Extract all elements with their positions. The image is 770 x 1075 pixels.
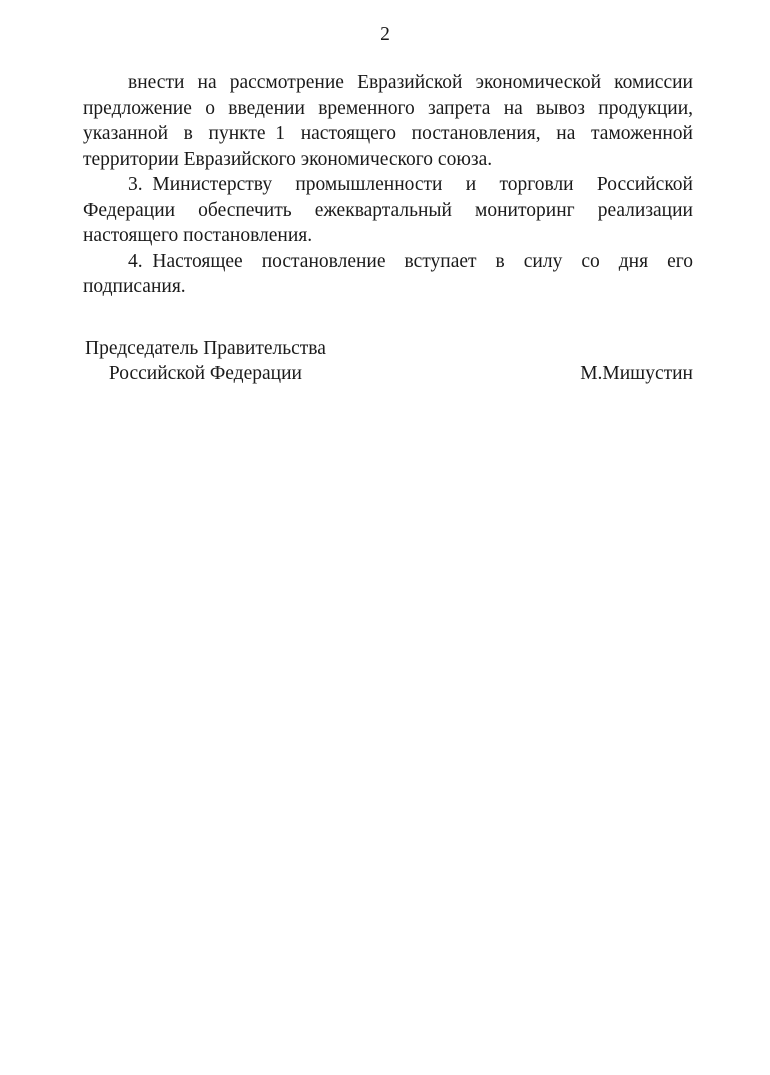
signature-name: М.Мишустин — [580, 362, 693, 384]
signature-title-line: Российской Федерации — [108, 362, 302, 384]
paragraph-item-3 — [83, 172, 693, 248]
body-text-line: 3. Министерству промышленности и торговли Российской — [128, 174, 693, 196]
body-text-line: внести на рассмотрение Евразийской экономической комиссии — [128, 72, 693, 94]
document-body — [83, 70, 693, 299]
body-text-line: Федерации обеспечить ежеквартальный мониторинг реализации — [83, 199, 693, 221]
paragraph-item-4 — [83, 249, 693, 300]
page-number: 2 — [380, 24, 390, 45]
body-text-line: 4. Настоящее постановление вступает в силу со дня его подписания. — [83, 250, 693, 298]
body-text-line: предложение о введении временного запрета на вывоз продукции, — [83, 97, 693, 119]
body-text-line: настоящего постановления. — [83, 225, 313, 247]
signature-block — [83, 336, 693, 387]
signature-title — [83, 336, 326, 387]
paragraph-continuation — [83, 70, 693, 172]
body-text-line: территории Евразийского экономического союза. — [83, 148, 493, 170]
signature-title-line: Председатель Правительства — [85, 337, 326, 359]
body-text-line: указанной в пункте 1 настоящего постановления, на таможенной — [83, 123, 693, 145]
